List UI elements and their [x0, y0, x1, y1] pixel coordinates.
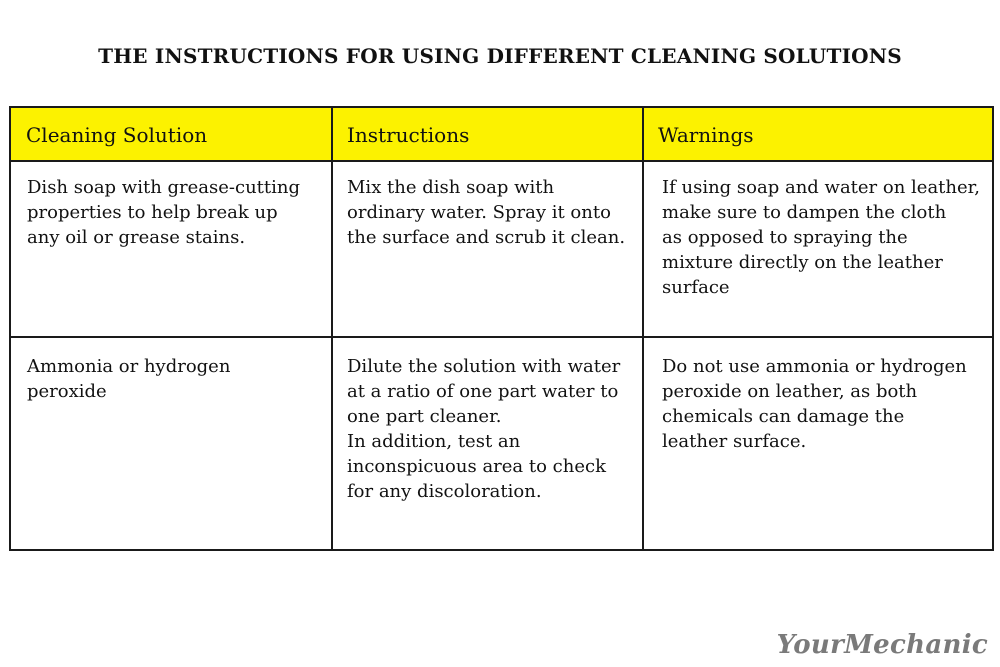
table-cell	[332, 161, 643, 337]
table-row	[10, 161, 993, 337]
table-row	[10, 337, 993, 550]
cell-instructions: Dilute the solution with water at a ratio of one part water to one part cleaner. In addition, test an inconspicuous area to check for any discoloration.	[347, 356, 621, 502]
cleaning-solutions-table	[9, 106, 994, 551]
table-cell	[332, 337, 643, 550]
cell-instructions: Mix the dish soap with ordinary water. Spray it onto the surface and scrub it clean.	[347, 177, 626, 248]
table-cell	[643, 337, 993, 550]
table-cell	[643, 161, 993, 337]
cell-solution: Ammonia or hydrogen peroxide	[27, 356, 231, 402]
cell-warnings: Do not use ammonia or hydrogen peroxide on leather, as both chemicals can damage the leather surface.	[662, 356, 967, 452]
page-title: THE INSTRUCTIONS FOR USING DIFFERENT CLEANING SOLUTIONS	[98, 44, 902, 68]
header-warnings: Warnings	[643, 107, 993, 161]
cell-warnings: If using soap and water on leather, make sure to dampen the cloth as opposed to spraying the mixture directly on the leather surface	[662, 177, 981, 298]
table-header-row	[10, 107, 993, 161]
header-instructions: Instructions	[332, 107, 643, 161]
yourmechanic-logo: YourMechanic	[776, 630, 988, 660]
cell-solution: Dish soap with grease-cutting properties to help break up any oil or grease stains.	[27, 177, 300, 248]
table-cell	[10, 337, 332, 550]
header-cleaning-solution: Cleaning Solution	[10, 107, 332, 161]
table-cell	[10, 161, 332, 337]
